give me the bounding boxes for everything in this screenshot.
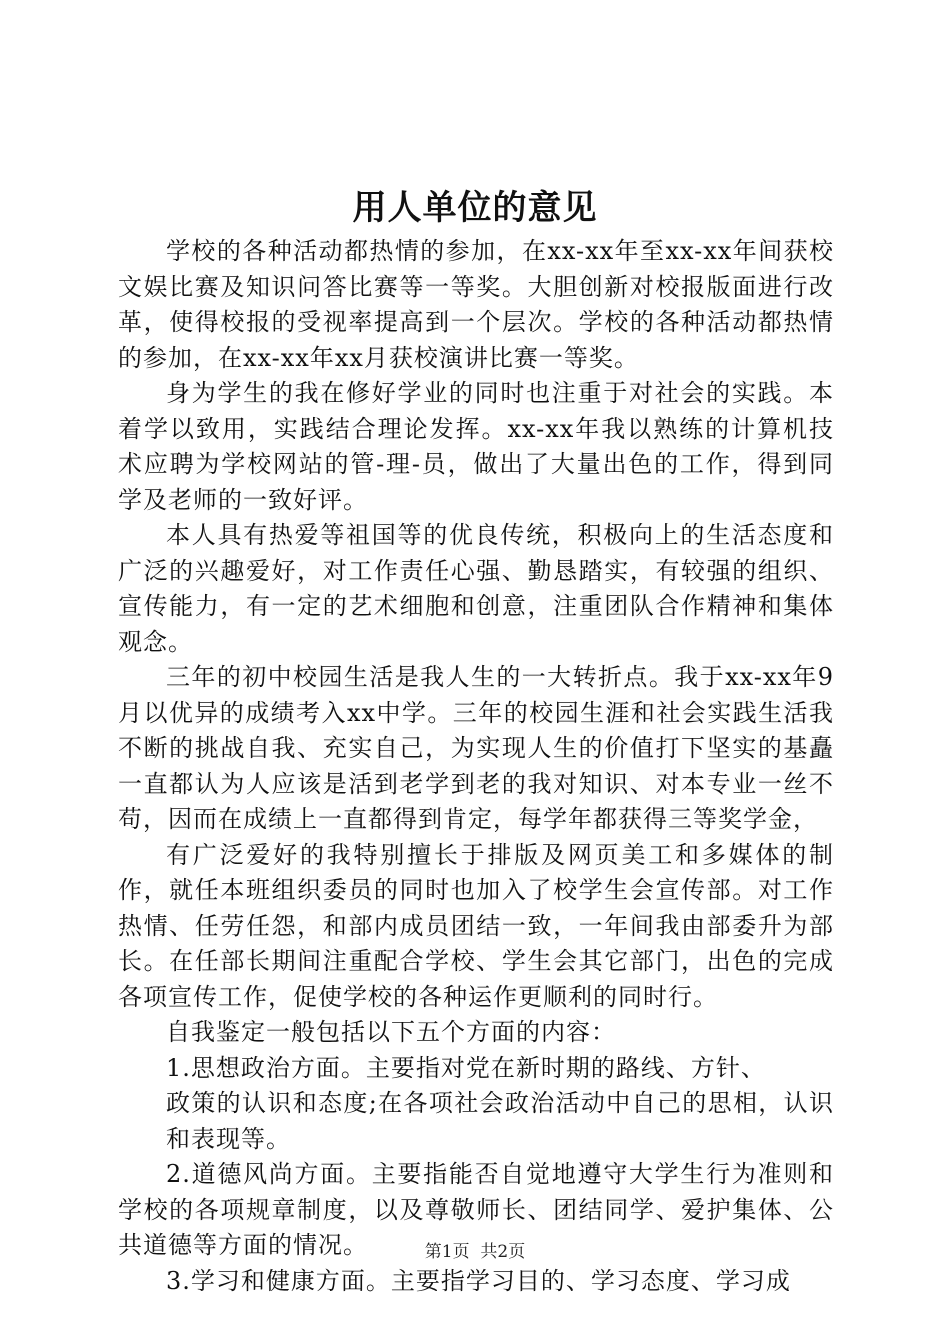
- page-number-label: 第1页 共2页: [424, 1242, 526, 1262]
- paragraph-personal-traits: 本人具有热爱等祖国等的优良传统，积极向上的生活态度和广泛的兴趣爱好，对工作责任心强、勤恳踏实，有较强的组织、宣传能力，有一定的艺术细胞和创意，注重团队合作精神和集体观念。: [118, 521, 834, 656]
- paragraph-social-practice: 身为学生的我在修好学业的同时也注重于对社会的实践。本着学以致用，实践结合理论发挥。xx-xx年我以熟练的计算机技术应聘为学校网站的管-理-员，做出了大量出色的工作，得到同学及老师的一致好评。: [118, 379, 834, 514]
- document-body: [118, 234, 834, 1299]
- paragraph-activities: 学校的各种活动都热情的参加，在xx-xx年至xx-xx年间获校文娱比赛及知识问答比赛等一等奖。大胆创新对校报版面进行改革，使得校报的受视率提高到一个层次。学校的各种活动都热情的参加，在xx-xx年xx月获校演讲比赛一等奖。: [118, 237, 834, 372]
- list-item-political: 1.思想政治方面。主要指对党在新时期的路线、方针、: [166, 1053, 766, 1082]
- paragraph-hobbies-work: 有广泛爱好的我特别擅长于排版及网页美工和多媒体的制作，就任本班组织委员的同时也加入了校学生会宣传部。对工作热情、任劳任怨，和部内成员团结一致，一年间我由部委升为部长。在任部长期间注重配合学校、学生会其它部门，出色的完成各项宣传工作，促使学校的各种运作更顺利的同时行。: [118, 840, 834, 1011]
- list-item-study-health: 3.学习和健康方面。主要指学习目的、学习态度、学习成: [166, 1266, 791, 1295]
- paragraph-middle-school: 三年的初中校园生活是我人生的一大转折点。我于xx-xx年9月以优异的成绩考入xx中学。三年的校园生涯和社会实践生活我不断的挑战自我、充实自己，为实现人生的价值打下坚实的基矗一直都认为人应该是活到老学到老的我对知识、对本专业一丝不苟，因而在成绩上一直都得到肯定，每学年都获得三等奖学金，: [118, 663, 834, 833]
- document-title: 用人单位的意见: [352, 188, 598, 228]
- list-item-moral: 2.道德风尚方面。主要指能否自觉地遵守大学生行为准则和学校的各项规章制度，以及尊敬师长、团结同学、爱护集体、公共道德等方面的情况。: [118, 1160, 834, 1259]
- paragraph-self-assessment-intro: 自我鉴定一般包括以下五个方面的内容：: [166, 1018, 616, 1046]
- page-footer: [0, 1240, 950, 1264]
- list-item-political-continued: 政策的认识和态度;在各项社会政治活动中自己的思相，认识和表现等。: [166, 1089, 834, 1153]
